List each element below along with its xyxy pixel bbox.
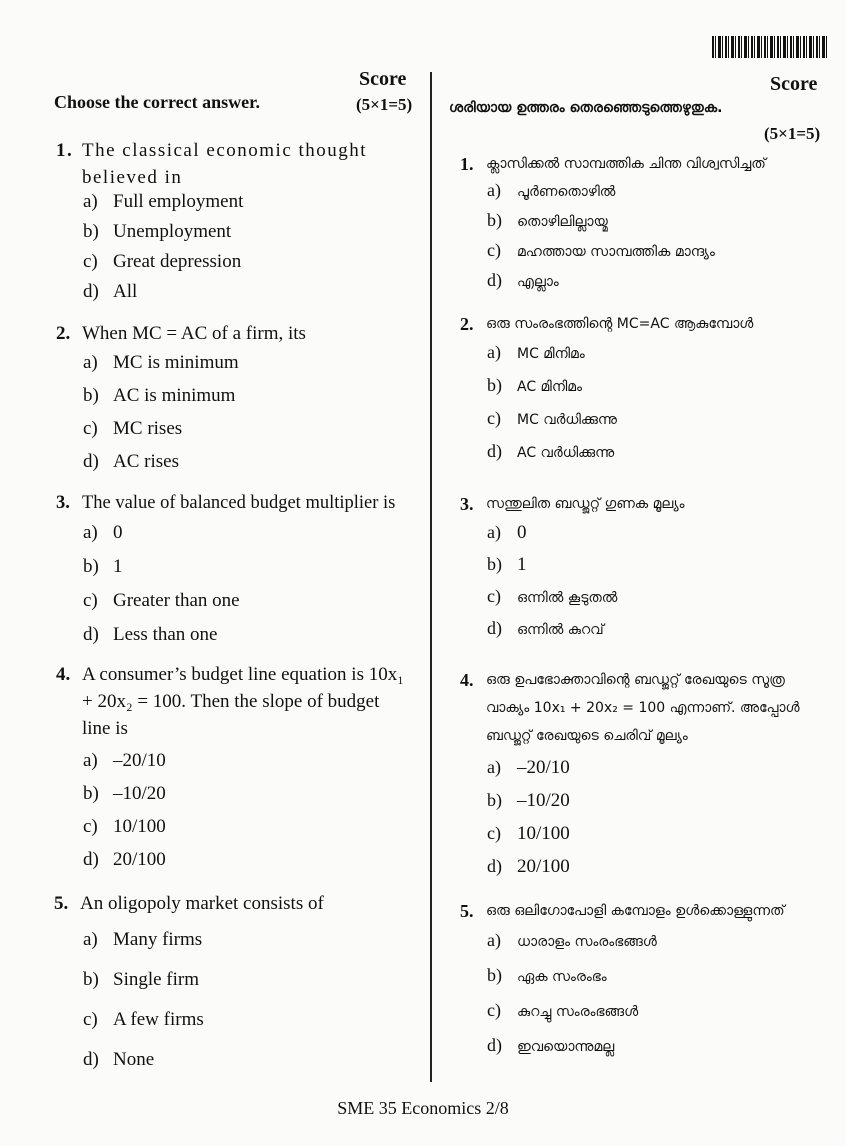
barcode [712, 36, 828, 58]
option-label: c) [487, 1000, 501, 1020]
option-label: a) [487, 930, 501, 950]
option-item [56, 750, 166, 783]
option-item [460, 1000, 657, 1035]
option-text: –10/20 [113, 783, 166, 804]
option-label: a) [83, 352, 98, 373]
question-en-1 [56, 137, 416, 191]
option-label: a) [83, 522, 98, 543]
option-item [460, 210, 715, 240]
option-label: b) [487, 790, 502, 810]
option-item [460, 618, 617, 650]
option-text: മഹത്തായ സാമ്പത്തിക മാന്ദ്യം [517, 244, 715, 260]
option-label: c) [83, 590, 98, 611]
option-label: b) [83, 385, 99, 406]
option-item [460, 408, 617, 441]
option-label: a) [487, 180, 501, 200]
option-text: None [113, 1049, 155, 1070]
option-text: 20/100 [517, 856, 570, 877]
option-item [460, 375, 617, 408]
options-ml-4 [460, 757, 570, 889]
question-number: 2. [56, 323, 71, 344]
page-footer: SME 35 Economics 2/8 [337, 1098, 509, 1118]
instruction-malayalam: ശരിയായ ഉത്തരം തെരഞ്ഞെടുത്തെഴുതുക. [449, 100, 723, 116]
score-label-right: Score [770, 73, 818, 95]
option-item [56, 929, 204, 969]
option-label: c) [83, 418, 98, 439]
option-label: b) [83, 969, 99, 990]
options-ml-1 [460, 180, 715, 300]
question-stem: The value of balanced budget multiplier is [82, 493, 396, 513]
option-text: ഇവയൊന്നുമല്ല [517, 1039, 615, 1055]
option-item [460, 1035, 657, 1070]
option-item [460, 790, 570, 823]
question-stem: A consumer’s budget line equation is 10x₁ + 20x₂ = 100. Then the slope of budget line is [82, 664, 404, 739]
option-text: –20/10 [517, 757, 570, 778]
option-item [56, 590, 240, 624]
question-ml-1 [460, 150, 830, 178]
option-label: d) [83, 451, 99, 472]
option-item [460, 270, 715, 300]
question-en-5 [54, 890, 414, 917]
option-item [460, 965, 657, 1000]
option-item [56, 451, 239, 484]
option-label: b) [83, 783, 99, 804]
option-label: b) [487, 554, 502, 574]
options-en-2 [56, 352, 239, 484]
option-label: a) [487, 757, 501, 777]
question-number: 5. [460, 901, 474, 921]
question-stem: When MC = AC of a firm, its [82, 323, 306, 344]
question-ml-2 [460, 310, 830, 338]
option-text: A few firms [113, 1009, 204, 1030]
option-text: 10/100 [113, 816, 166, 837]
option-text: –20/10 [113, 750, 166, 771]
question-number: 1. [460, 154, 474, 174]
option-text: എല്ലാം [517, 274, 559, 290]
option-text: AC മിനിമം [517, 379, 582, 395]
option-text: AC rises [113, 451, 179, 472]
option-item [56, 1049, 204, 1089]
option-label: a) [83, 929, 98, 950]
question-number: 4. [460, 670, 474, 690]
option-text: 10/100 [517, 823, 570, 844]
option-item [56, 251, 243, 281]
option-text: MC is minimum [113, 352, 239, 373]
option-text: Unemployment [113, 221, 232, 242]
option-text: Single firm [113, 969, 200, 990]
options-ml-5 [460, 930, 657, 1070]
option-text: MC മിനിമം [517, 346, 585, 362]
marks-right: (5×1=5) [764, 124, 821, 143]
options-en-3 [56, 522, 240, 658]
option-item [460, 930, 657, 965]
option-item [460, 522, 617, 554]
question-stem: An oligopoly market consists of [80, 893, 324, 914]
option-label: d) [487, 856, 502, 876]
option-label: a) [83, 750, 98, 771]
question-stem: ഒരു ഉപഭോക്താവിന്റെ ബഡ്ജറ്റ് രേഖയുടെ സൂത്ര വാക്യം 10x₁ + 20x₂ = 100 എന്നാണ്. അപ്പോൾ ബഡ്ജറ്റ് രേഖയുടെ ചെരിവ് മൂല്യം [486, 672, 800, 744]
question-ml-5 [460, 897, 830, 925]
question-ml-4 [460, 666, 830, 750]
score-label-left: Score [359, 68, 407, 90]
option-label: b) [83, 221, 99, 242]
option-label: c) [487, 586, 501, 606]
instruction-english: Choose the correct answer. [54, 92, 260, 112]
question-ml-3 [460, 490, 830, 518]
option-label: d) [487, 441, 502, 461]
option-text: 1 [517, 554, 527, 575]
options-en-4 [56, 750, 166, 882]
option-item [56, 281, 243, 311]
option-label: c) [487, 823, 501, 843]
option-label: c) [487, 240, 501, 260]
option-item [56, 352, 239, 385]
option-text: AC is minimum [113, 385, 236, 406]
option-label: c) [83, 816, 98, 837]
options-en-5 [56, 929, 204, 1089]
option-text: –10/20 [517, 790, 570, 811]
option-label: c) [83, 1009, 98, 1030]
option-text: MC വർധിക്കുന്നു [517, 412, 617, 428]
option-item [56, 969, 204, 1009]
option-item [460, 757, 570, 790]
option-text: MC rises [113, 418, 183, 439]
option-item [56, 624, 240, 658]
option-label: d) [487, 1035, 502, 1055]
option-text: ഏക സംരംഭം [517, 969, 607, 985]
option-label: b) [487, 210, 502, 230]
option-label: d) [83, 624, 99, 645]
option-text: തൊഴിലില്ലായ്മ [517, 214, 608, 230]
question-number: 3. [460, 494, 474, 514]
option-text: 0 [113, 522, 123, 543]
option-text: ധാരാളം സംരംഭങ്ങൾ [517, 934, 657, 950]
options-ml-3 [460, 522, 617, 650]
option-label: b) [487, 965, 502, 985]
option-text: Great depression [113, 251, 242, 272]
option-text: പൂർണതൊഴിൽ [517, 184, 616, 200]
option-item [56, 556, 240, 590]
option-text: കുറച്ചു സംരംഭങ്ങൾ [517, 1004, 639, 1020]
option-text: 0 [517, 522, 527, 543]
option-item [56, 385, 239, 418]
question-en-4 [56, 661, 406, 742]
option-item [56, 191, 243, 221]
option-text: Less than one [113, 624, 218, 645]
option-text: AC വർധിക്കുന്നു [517, 445, 615, 461]
option-label: a) [83, 191, 98, 212]
option-label: d) [83, 281, 99, 302]
option-label: d) [487, 270, 502, 290]
option-item [460, 240, 715, 270]
question-number: 2. [460, 314, 474, 334]
option-label: a) [487, 522, 501, 542]
option-item [460, 586, 617, 618]
option-label: a) [487, 342, 501, 362]
question-stem: ക്ലാസിക്കൽ സാമ്പത്തിക ചിന്ത വിശ്വസിച്ചത് [486, 156, 766, 172]
option-label: d) [83, 1049, 99, 1070]
option-item [460, 342, 617, 375]
option-item [56, 418, 239, 451]
question-en-2 [56, 320, 416, 347]
question-number: 4. [56, 664, 71, 685]
option-text: Many firms [113, 929, 203, 950]
option-item [56, 783, 166, 816]
option-item [460, 554, 617, 586]
option-text: ഒന്നിൽ കൂടുതൽ [517, 590, 618, 606]
question-number: 3. [56, 493, 70, 513]
option-item [56, 816, 166, 849]
question-en-3 [56, 490, 426, 517]
options-en-1 [56, 191, 243, 311]
option-item [56, 849, 166, 882]
option-label: d) [83, 849, 99, 870]
option-text: Full employment [113, 191, 244, 212]
option-label: b) [83, 556, 99, 577]
option-label: b) [487, 375, 502, 395]
option-text: All [113, 281, 138, 302]
question-number: 1. [56, 140, 74, 161]
column-divider [430, 72, 432, 1082]
option-text: 20/100 [113, 849, 166, 870]
question-stem: The classical economic thought believed in [82, 140, 368, 188]
question-stem: സന്തുലിത ബഡ്ജറ്റ് ഗുണക മൂല്യം [486, 496, 685, 512]
option-item [56, 522, 240, 556]
option-item [56, 1009, 204, 1049]
option-label: c) [83, 251, 98, 272]
options-ml-2 [460, 342, 617, 474]
option-item [460, 180, 715, 210]
option-text: 1 [113, 556, 123, 577]
question-stem: ഒരു ഒലിഗോപോളി കമ്പോളം ഉൾക്കൊള്ളുന്നത് [486, 903, 785, 919]
option-label: c) [487, 408, 501, 428]
question-number: 5. [54, 893, 69, 914]
option-text: ഒന്നിൽ കുറവ് [517, 622, 604, 638]
option-text: Greater than one [113, 590, 240, 611]
option-item [460, 823, 570, 856]
marks-left: (5×1=5) [356, 95, 413, 114]
option-item [56, 221, 243, 251]
option-label: d) [487, 618, 502, 638]
question-stem: ഒരു സംരംഭത്തിന്റെ MC=AC ആകുമ്പോൾ [486, 316, 754, 332]
option-item [460, 441, 617, 474]
option-item [460, 856, 570, 889]
